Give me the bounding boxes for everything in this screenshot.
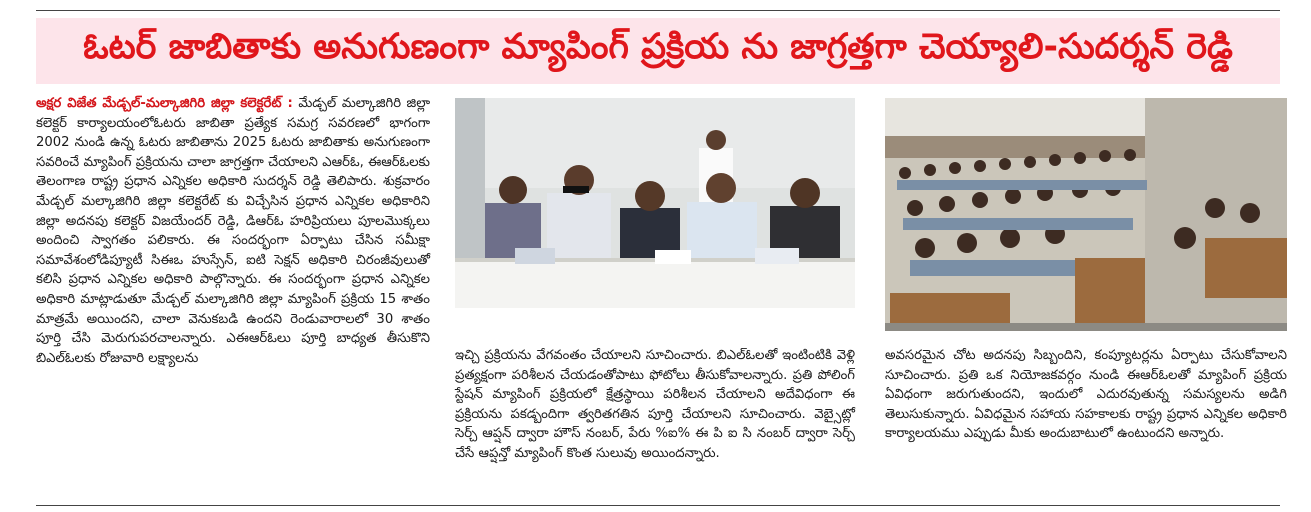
dateline: అక్షర విజేత మేడ్చల్-మల్కాజిగిరి జిల్లా కలెక్టరేట్ :: [36, 96, 293, 111]
top-rule: [36, 10, 1280, 11]
headline-band: [36, 18, 1280, 84]
article-column-1: [36, 94, 430, 368]
meeting-table-photo: [455, 98, 855, 308]
bottom-rule: [36, 505, 1280, 506]
article-column-3: అవసరమైన చోట అదనపు సిబ్బందిని, కంప్యూటర్లను ఏర్పాటు చేసుకోవాలని సూచించారు. ప్రతి ఒక నియోజకవర్గం నుండి ఈఆర్ఓలతో మ్యాపింగ్ ప్రక్రియ ఏవిధంగా జరుగుతుందని, ఇందులో ఎదురవుతున్న సమస్యలను అడిగి తెలుసుకున్నారు. ఏవిధమైన సహాయ సహకాలకు రాష్ట్ర ప్రధాన ఎన్నికల అధికారి కార్యాలయము ఎప్పుడు మీకు అందుబాటులో ఉంటుందని అన్నారు.: [885, 348, 1287, 442]
article-column-2: ఇచ్చి ప్రక్రియను వేగవంతం చేయాలని సూచించారు. బిఎల్ఓలతో ఇంటింటికి వెళ్లి ప్రత్యక్షంగా పరిశీలన చేయడంతోపాటు ఫోటోలు తీసుకోవాలన్నారు. ప్రతి పోలింగ్ స్టేషన్ మ్యాపింగ్ ప్రక్రియలో క్షేత్రస్థాయి పరిశీలన చేయాలని అదేవిధంగా ఈ ప్రక్రియను పకడ్బందిగా త్వరితగతిన పూర్తి చేయాలని సూచించారు. వెబ్సైట్లో సెర్చ్ ఆప్షన్ ద్వారా హౌస్ నంబర్, పేరు %ఐ% ఈ పి ఐ సి నంబర్ ద్వారా సెర్చ్ చేసే ఆప్షన్తో మ్యాపింగ్ కొంత సులువు అయిందన్నారు.: [455, 348, 855, 461]
meeting-hall-photo: [885, 98, 1287, 331]
column-1-body: మేడ్చల్ మల్కాజిగిరి జిల్లా కలెక్టర్ కార్యాలయంలోఓటరు జాబితా ప్రత్యేక సమగ్ర సవరణలో భాగంగా 2002 నుండి ఉన్న ఓటరు జాబితాను 2025 ఓటరు జాబితాకు అనుగుణంగా సవరించే మ్యాపింగ్ ప్రక్రియను చాలా జాగ్రత్తగా చేయాలని ఎఆర్ఓ, ఈఆర్ఓలకు తెలంగాణ రాష్ట్ర ప్రధాన ఎన్నికల అధికారి సుదర్శన్ రెడ్డి తెలిపారు. శుక్రవారం మేడ్చల్ మల్కాజిగిరి జిల్లా కలెక్టరేట్ కు విచ్చేసిన ప్రధాన ఎన్నికల అధికారిని జిల్లా అదనపు కలెక్టర్ విజయేందర్ రెడ్డి, డిఆర్ఓ హరిప్రియలు పూలమొక్కలు అందించి స్వాగతం పలికారు. ఈ సందర్భంగా ఏర్పాటు చేసిన సమీక్షా సమావేశంలోడిప్యూటీ సిఈఒ హుస్సేన్, ఐటి సెక్షన్ అధికారి చిరంజీవులుతో కలిసి ప్రధాన ఎన్నికల అధికారి పాల్గొన్నారు. ఈ సందర్భంగా ప్రధాన ఎన్నికల అధికారి మాట్లాడుతూ మేడ్చల్ మల్కాజిగిరి జిల్లా మ్యాపింగ్ ప్రక్రియ 15 శాతం మాత్రమే అయిందని, చాలా వెనుకబడి ఉందని రెండువారాలలో 30 శాతం పూర్తి చేసి మెరుగుపరచాలన్నారు. ఎఈఆర్ఓలు పూర్తి బాధ్యత తీసుకొని బిఎల్ఓలకు రోజువారి లక్ష్యాలను: [36, 96, 431, 366]
headline: ఓటర్ జాబితాకు అనుగుణంగా మ్యాపింగ్ ప్రక్రియ ను జాగ్రత్తగా చెయ్యాలి-సుదర్శన్ రెడ్డి: [83, 27, 1233, 67]
